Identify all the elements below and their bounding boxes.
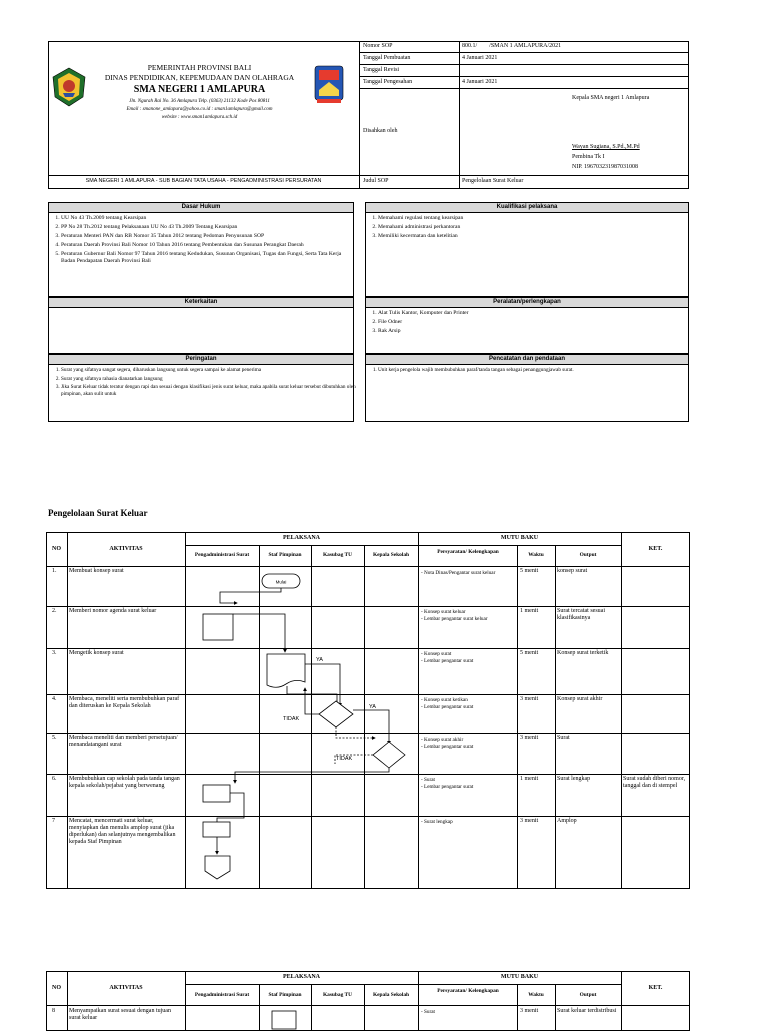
bali-province-logo [52, 67, 86, 107]
row5-waktu: 3 menit [520, 735, 539, 741]
list-item: 2. File Odner [378, 319, 683, 326]
school-address: Jln. Ngurah Rai No. 36 Amlapura Telp. (0363) 21132 Kode Pos 80811 [129, 99, 270, 104]
col-role-staf-pimpinan: Staf Pimpinan [268, 552, 302, 558]
col-role-kasubag: Kasubag TU [322, 552, 353, 558]
row7-aktivitas: Mencatat, mencermati surat keluar, menyiapkan dan menulis amplop surat (jika diperlukan) dan selanjutnya mengembalikan kepada Staf Pimpinan [69, 818, 176, 845]
flow-no-label-2: TIDAK [336, 756, 353, 762]
list-item: 4. Peraturan Daerah Provinsi Bali Nomor 10 Tahun 2016 tentang Pembentukan dan Susunan Perangkat Daerah [61, 242, 351, 249]
list-item: 1. Unit kerja pengelola wajib membubuhkan paraf/tanda tangan sebagai penanggungjawab surat. [378, 367, 688, 374]
row7-no: 7 [52, 818, 55, 824]
flow-decision-4 [319, 701, 353, 727]
row4-no: 4. [52, 696, 57, 702]
row8-output: Surat keluar terdistribusi [557, 1008, 617, 1014]
row3-output: Konsep surat terketik [557, 650, 609, 656]
list-item: 2. PP No 28 Th.2012 tentang Pelaksanaan UU No 43 Th.2009 Tentang Kearsipan [61, 224, 351, 231]
procedure-title: Pengelolaan Surat Keluar [48, 508, 148, 518]
col-pelaksana: PELAKSANA [282, 535, 320, 541]
value-tanggal-pembuatan: 4 Januari 2021 [462, 55, 498, 61]
row2-aktivitas: Memberi nomor agenda surat keluar [69, 608, 157, 614]
row4-waktu: 3 menit [520, 696, 539, 702]
col-persyaratan-2: Persyaratan/ Kelengkapan [437, 988, 499, 994]
label-nomor-sop: Nomor SOP [363, 43, 393, 49]
peringatan-list [49, 367, 359, 399]
col-waktu: Waktu [528, 552, 544, 558]
label-disahkan: Disahkan oleh [363, 128, 398, 134]
col-persyaratan: Persyaratan/ Kelengkapan [437, 549, 499, 555]
school-website: website : www.sman1amlapura.sch.id [161, 115, 238, 120]
row1-no: 1. [52, 568, 57, 574]
row7-waktu: 3 menit [520, 818, 539, 824]
row6-ket: Surat sudah diberi nomor, tanggal dan di stempel [623, 776, 686, 789]
list-item: 2. Surat yang sifatnya rahasia dianatarkan langsung [61, 376, 359, 383]
row8-no: 8 [52, 1008, 55, 1014]
signer-rank: Pembina Tk I [572, 154, 605, 160]
col-mutu-baku: MUTU BAKU [500, 535, 539, 541]
col-role-kepsek-2: Kepala Sekolah [372, 992, 410, 998]
row3-no: 3. [52, 650, 57, 656]
col-role-pengadministrasi-2: Pengadministrasi Surat [194, 992, 250, 998]
list-item: 3. Rak Arsip [378, 328, 683, 335]
col-aktivitas-2: AKTIVITAS [109, 985, 143, 991]
col-mutu-baku-2: MUTU BAKU [500, 974, 539, 980]
gov-line1: PEMERINTAH PROVINSI BALI [147, 63, 252, 72]
col-role-staf-pimpinan-2: Staf Pimpinan [268, 992, 302, 998]
label-tanggal-pembuatan: Tanggal Pembuatan [363, 55, 411, 61]
col-ket: KET. [648, 546, 663, 552]
pencatatan-list [366, 367, 688, 376]
col-role-pengadministrasi: Pengadministrasi Surat [194, 552, 250, 558]
section-keterkaitan [48, 297, 354, 354]
label-tanggal-revisi: Tanggal Revisi [363, 67, 400, 73]
gov-line2: DINAS PENDIDIKAN, KEPEMUDAAN DAN OLAHRAGA [104, 73, 295, 82]
school-email: Email : smanone_amlapura@yahoo.co.id : sman1amlapura@gmail.com [126, 107, 273, 112]
flow-process-2 [203, 614, 233, 640]
list-item: 3. Peraturan Menteri PAN dan RB Nomor 35 Tahun 2012 tentang Pedoman Penyusunan SOP [61, 233, 351, 240]
section-pencatatan [365, 354, 689, 422]
flow-decision-5 [373, 742, 405, 768]
row6-output: Surat lengkap [557, 776, 591, 782]
section-peralatan [365, 297, 689, 354]
row6-syarat: - Surat - Lembar pengantar surat [421, 777, 474, 790]
school-name: SMA NEGERI 1 AMLAPURA [133, 84, 266, 95]
flow-dashed-arrow [336, 727, 375, 738]
value-tanggal-pengesahan: 4 Januari 2021 [462, 79, 498, 85]
label-judul-sop: Judul SOP [363, 178, 389, 184]
row2-no: 2. [52, 608, 57, 614]
dasar-hukum-title: Dasar Hukum [49, 203, 353, 213]
row5-aktivitas: Membaca meneliti dan memberi persetujuan/ menandatangani surat [69, 735, 178, 748]
label-tanggal-pengesahan: Tanggal Pengesahan [363, 79, 413, 85]
row8-aktivitas: Menyampaikan surat sesuai dengan tujuan surat keluar [69, 1008, 171, 1021]
col-output-2: Output [579, 992, 597, 998]
list-item: 1. UU No 43 Th.2009 tentang Kearsipan [61, 215, 351, 222]
flow-process-8 [270, 1010, 300, 1030]
keterkaitan-title: Keterkaitan [49, 298, 353, 308]
row4-output: Konsep surat akhir [557, 696, 603, 702]
row6-waktu: 1 menit [520, 776, 539, 782]
row1-output: konsep surat [557, 568, 588, 574]
list-item: 1. Memahami regulasi tentang kearsipan [378, 215, 683, 222]
flow-yes-label-1: YA [316, 657, 323, 663]
row1-aktivitas: Membuat konsep surat [69, 568, 124, 574]
signer-title: Kepala SMA negeri 1 Amlapura [572, 95, 650, 101]
flow-arrow [305, 664, 340, 706]
flow-arrow [305, 688, 319, 714]
row8-waktu: 3 menit [520, 1008, 539, 1014]
dasar-hukum-list [49, 215, 351, 267]
section-peringatan [48, 354, 354, 422]
section-kualifikasi [365, 202, 689, 297]
list-item: 2. Memahami administrasi perkantoran [378, 224, 683, 231]
col-waktu-2: Waktu [528, 992, 544, 998]
list-item: 3. Memiliki kecermatan dan ketelitian [378, 233, 683, 240]
flow-arrow [353, 710, 389, 744]
row4-aktivitas: Membaca, meneliti serta membubuhkan paraf dan diteruskan ke Kepala Sekolah [69, 696, 180, 709]
signer-name: Wayan Sugiana, S.Pd.,M.Pd [572, 144, 640, 150]
col-pelaksana-2: PELAKSANA [282, 974, 320, 980]
flow-no-label-1: TIDAK [283, 716, 300, 722]
header-footer-left: SMA NEGERI 1 AMLAPURA - SUB BAGIAN TATA USAHA - PENGADMINISTRASI PERSURATAN [85, 178, 322, 184]
col-role-kepsek: Kepala Sekolah [372, 552, 410, 558]
value-judul-sop: Pengelolaan Surat Keluar [462, 178, 524, 184]
flow-process-6 [203, 785, 230, 802]
row5-no: 5. [52, 735, 57, 741]
flowchart [185, 566, 418, 889]
list-item: 5. Peraturan Gubernur Bali Nomor 97 Tahun 2016 tentang Kedudukan, Susunan Organisasi, Tugas dan Fungsi, Serta Tata Kerja Badan Pendapatan Daerah Provinsi Bali [61, 251, 351, 265]
section-dasar-hukum [48, 202, 354, 297]
col-no-2: NO [52, 985, 61, 991]
col-aktivitas: AKTIVITAS [109, 546, 143, 552]
row1-syarat: - Nota Dinas/Pengantar surat keluar [421, 570, 496, 576]
row2-waktu: 1 menit [520, 608, 539, 614]
row6-aktivitas: Membubuhkan cap sekolah pada tanda tangan kepala sekolah/pejabat yang berwenang [69, 776, 180, 789]
row5-syarat: - Konsep surat akhir - Lembar pengantar surat [421, 737, 474, 750]
pencatatan-title: Pencatatan dan pendataan [366, 355, 688, 365]
row4-syarat: - Konsep surat ketikan - Lembar pengantar surat [421, 697, 474, 710]
row3-syarat: - Konsep surat - Lembar pengantar surat [421, 651, 474, 664]
flow-document-3 [267, 654, 305, 687]
list-item: 1. Surat yang sifatnya sangat segera, diharuskan langsung untuk segera sampai ke alamat penerima [61, 367, 359, 374]
col-role-kasubag-2: Kasubag TU [322, 992, 353, 998]
kualifikasi-title: Kualifikasi pelaksana [366, 203, 688, 213]
peralatan-title: Peralatan/perlengkapan [366, 298, 688, 308]
peralatan-list [366, 310, 683, 337]
peringatan-title: Peringatan [49, 355, 353, 365]
row3-aktivitas: Mengetik konsep surat [69, 650, 124, 656]
flow-arrow [233, 614, 285, 652]
flow-arrow [287, 686, 337, 706]
kualifikasi-list [366, 215, 683, 242]
list-item: 3. Jika Surat Keluar tidak teratur dengan rapi dan sesuai dengan klasifikasi jenis surat keluar, maka apabila surat keluar tersebut dibutuhkan oleh pimpinan, akan sulit untuk [61, 384, 359, 397]
row2-output: Surat tercatat sesuai klasifikasinya [557, 608, 605, 621]
school-logo [313, 64, 345, 104]
row6-no: 6. [52, 776, 57, 782]
col-output: Output [579, 552, 597, 558]
flow-arrow [220, 588, 281, 603]
list-item: 1. Alat Tulis Kantor, Komputer dan Printer [378, 310, 683, 317]
signer-nip: NIP. 196703231987031008 [572, 164, 639, 170]
row1-waktu: 5 menit [520, 568, 539, 574]
flow-offpage-connector [205, 856, 230, 879]
row7-output: Amplop [557, 818, 577, 824]
flow-yes-label-2: YA [369, 704, 376, 710]
row3-waktu: 5 menit [520, 650, 539, 656]
col-no: NO [52, 546, 61, 552]
col-ket-2: KET. [648, 985, 663, 991]
value-nomor-sop: 800.1/ /SMAN 1 AMLAPURA/2021 [462, 43, 562, 49]
row5-output: Surat [557, 735, 570, 741]
row7-syarat: - Surat lengkap [421, 819, 453, 825]
row2-syarat: - Konsep surat keluar - Lembar pengantar surat keluar [421, 609, 488, 622]
flow-arrow [235, 768, 389, 783]
flow-process-7 [203, 822, 230, 837]
row8-syarat: - Surat [421, 1009, 435, 1015]
flow-start-label: Mulai [275, 579, 287, 585]
